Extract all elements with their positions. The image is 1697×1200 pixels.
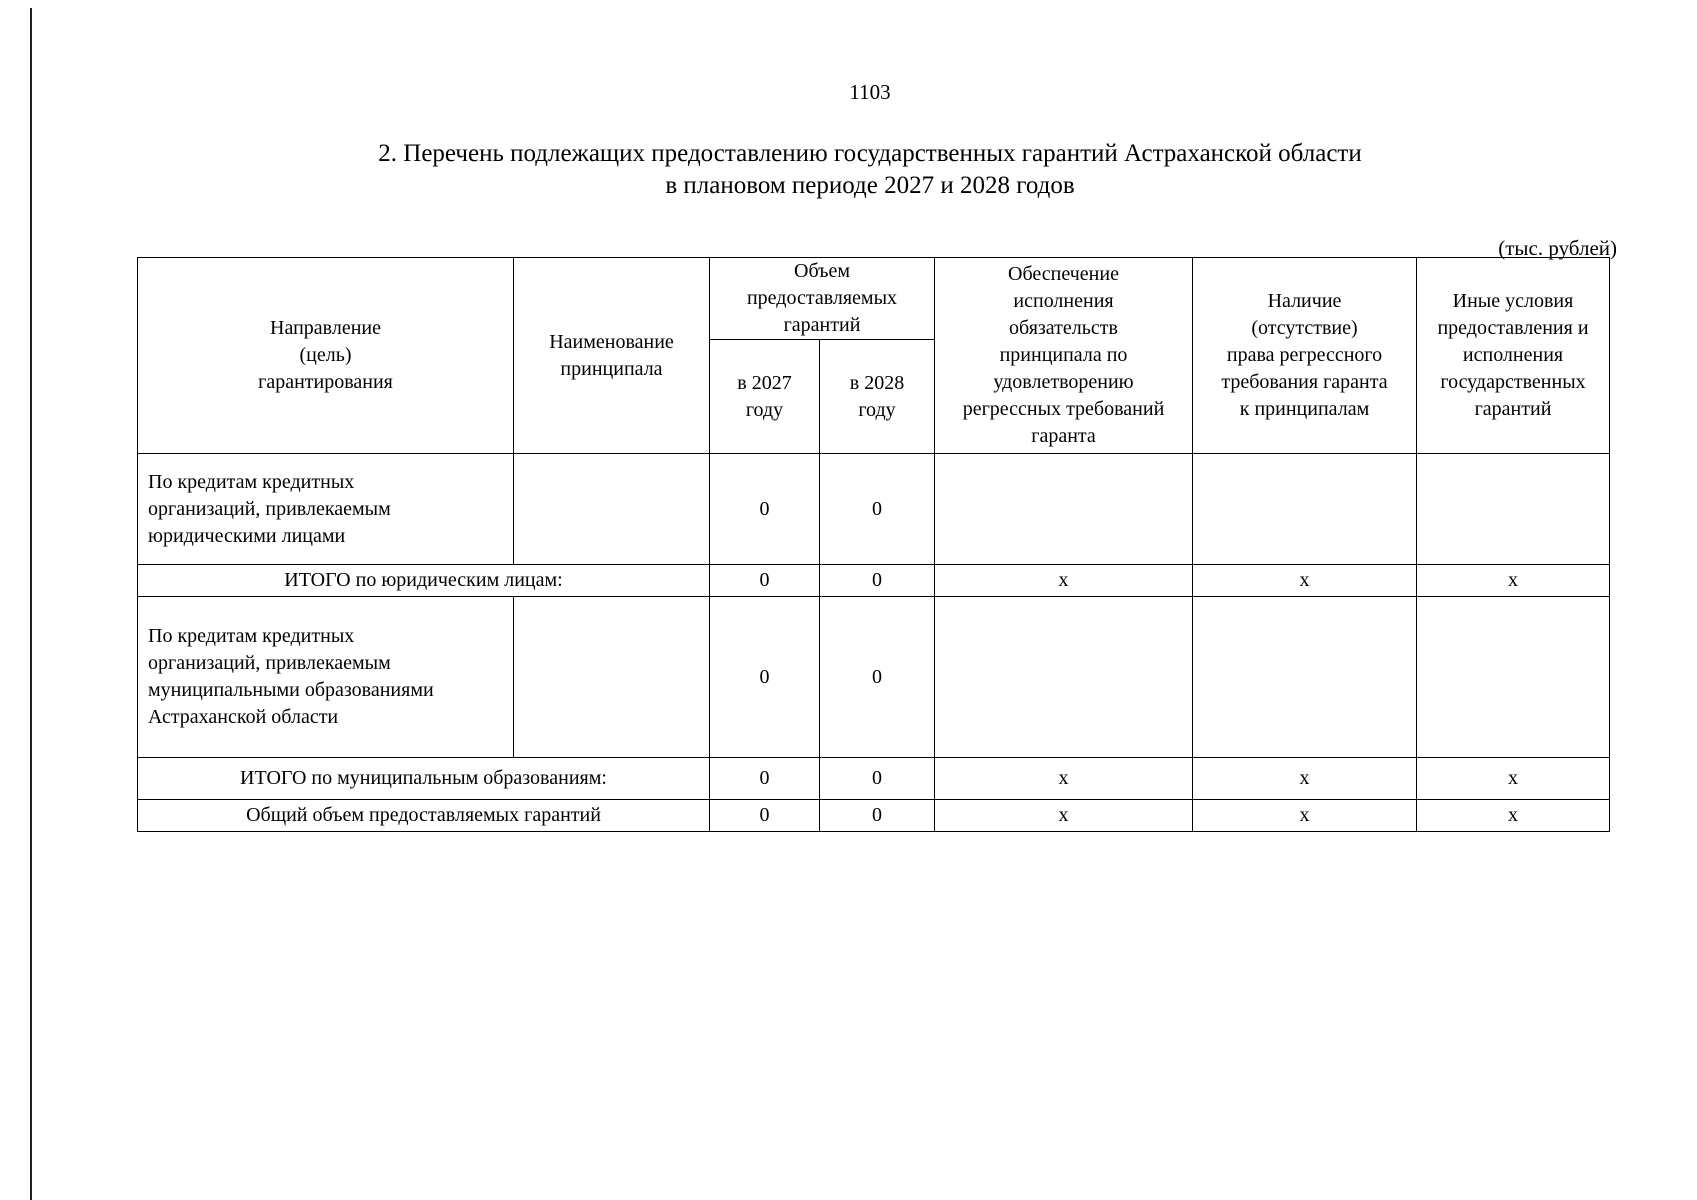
cell-direction-legal: По кредитам кредитных организаций, привлекаемым юридическими лицами (138, 454, 514, 565)
cell-security-legal (935, 454, 1193, 565)
header-year-2027: в 2027 году (710, 340, 820, 454)
cell-label-grand-total: Общий объем предоставляемых гарантий (138, 800, 710, 832)
table-row-legal-entities (138, 454, 1610, 565)
cell-2028-municipal: 0 (820, 597, 935, 758)
header-principal-name: Наименование принципала (514, 258, 710, 454)
cell-label-total-legal: ИТОГО по юридическим лицам: (138, 565, 710, 597)
page-number: 1103 (849, 80, 891, 104)
header-other-conditions: Иные условия предоставления и исполнения государственных гарантий (1417, 258, 1610, 454)
cell-2028-total-legal: 0 (820, 565, 935, 597)
cell-security-grand-total: х (935, 800, 1193, 832)
cell-2028-legal: 0 (820, 454, 935, 565)
header-security: Обеспечение исполнения обязательств принципала по удовлетворению регрессных требований гаранта (935, 258, 1193, 454)
cell-2027-total-municipal: 0 (710, 758, 820, 800)
title-line-1: 2. Перечень подлежащих предоставлению государственных гарантий Астраханской области (378, 140, 1362, 167)
cell-2027-grand-total: 0 (710, 800, 820, 832)
cell-principal-municipal (514, 597, 710, 758)
cell-2027-total-legal: 0 (710, 565, 820, 597)
cell-other-legal (1417, 454, 1610, 565)
cell-principal-legal (514, 454, 710, 565)
table-row-total-legal (138, 565, 1610, 597)
cell-label-total-municipal: ИТОГО по муниципальным образованиям: (138, 758, 710, 800)
title-line-2: в плановом периоде 2027 и 2028 годов (665, 172, 1075, 199)
header-volume: Объем предоставляемых гарантий (710, 258, 935, 340)
guarantees-table (137, 257, 1610, 832)
cell-other-municipal (1417, 597, 1610, 758)
cell-2027-legal: 0 (710, 454, 820, 565)
cell-security-municipal (935, 597, 1193, 758)
cell-regress-legal (1193, 454, 1417, 565)
cell-other-total-municipal: х (1417, 758, 1610, 800)
cell-other-grand-total: х (1417, 800, 1610, 832)
cell-regress-grand-total: х (1193, 800, 1417, 832)
cell-other-total-legal: х (1417, 565, 1610, 597)
cell-security-total-legal: х (935, 565, 1193, 597)
cell-regress-total-municipal: х (1193, 758, 1417, 800)
table-row-total-municipal (138, 758, 1610, 800)
cell-2028-grand-total: 0 (820, 800, 935, 832)
header-regress-right: Наличие (отсутствие) права регрессного требования гаранта к принципалам (1193, 258, 1417, 454)
header-direction: Направление (цель) гарантирования (138, 258, 514, 454)
table-row-municipal (138, 597, 1610, 758)
header-year-2028: в 2028 году (820, 340, 935, 454)
cell-2028-total-municipal: 0 (820, 758, 935, 800)
cell-regress-total-legal: х (1193, 565, 1417, 597)
cell-security-total-municipal: х (935, 758, 1193, 800)
header-row-1 (138, 258, 1610, 340)
document-title (0, 138, 1697, 202)
cell-regress-municipal (1193, 597, 1417, 758)
units-note: (тыс. рублей) (1498, 236, 1617, 260)
cell-direction-municipal: По кредитам кредитных организаций, привлекаемым муниципальными образованиями Астраханской области (138, 597, 514, 758)
table-row-grand-total (138, 800, 1610, 832)
cell-2027-municipal: 0 (710, 597, 820, 758)
